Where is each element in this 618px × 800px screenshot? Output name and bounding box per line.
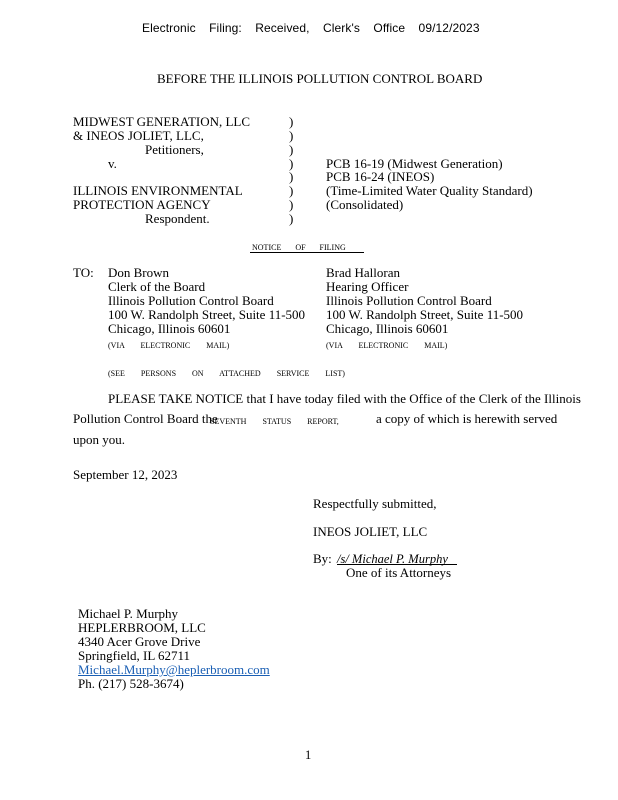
case-consolidated: (Consolidated) <box>326 197 404 212</box>
recipient-2-city: Chicago, Illinois 60601 <box>326 321 449 336</box>
recipient-1-title: Clerk of the Board <box>108 279 206 294</box>
caption-paren: ) <box>289 142 294 157</box>
recipient-1-via: (VIA ELECTRONIC MAIL) <box>108 341 230 350</box>
petitioner-name-1: MIDWEST GENERATION, LLC <box>73 114 251 129</box>
recipient-2-via: (VIA ELECTRONIC MAIL) <box>326 341 448 350</box>
recipient-2-name: Brad Halloran <box>326 265 401 280</box>
signer-role: One of its Attorneys <box>346 565 452 580</box>
caption-paren: ) <box>289 128 294 143</box>
caption-paren: ) <box>289 183 294 198</box>
recipient-1-org: Illinois Pollution Control Board <box>108 293 274 308</box>
recipient-2-org: Illinois Pollution Control Board <box>326 293 492 308</box>
notice-title: NOTICE OF FILING <box>252 243 346 252</box>
respondent-label: Respondent. <box>145 211 210 226</box>
notice-title-underline <box>250 252 364 253</box>
firm-city: Springfield, IL 62711 <box>78 648 191 663</box>
respondent-name-2: PROTECTION AGENCY <box>73 197 211 212</box>
recipient-1-city: Chicago, Illinois 60601 <box>108 321 231 336</box>
case-type: (Time-Limited Water Quality Standard) <box>326 183 533 198</box>
notice-body-line-2: Pollution Control Board the <box>73 411 218 426</box>
versus-label: v. <box>108 156 117 171</box>
notice-body-line-2-end: a copy of which is herewith served <box>376 411 558 426</box>
notice-body-line-1: PLEASE TAKE NOTICE that I have today filed with the Office of the Clerk of the Illinois <box>108 391 581 406</box>
filing-header: Electronic Filing: Received, Clerk's Office 09/12/2023 <box>142 21 480 35</box>
board-title: BEFORE THE ILLINOIS POLLUTION CONTROL BOARD <box>157 71 483 86</box>
recipient-2-title: Hearing Officer <box>326 279 409 294</box>
law-firm: HEPLERBROOM, LLC <box>78 620 206 635</box>
by-label: By: <box>313 551 332 566</box>
caption-paren: ) <box>289 114 294 129</box>
service-list-note: (SEE PERSONS ON ATTACHED SERVICE LIST) <box>108 369 345 378</box>
party-name: INEOS JOLIET, LLC <box>313 524 428 539</box>
respondent-name-1: ILLINOIS ENVIRONMENTAL <box>73 183 243 198</box>
case-number-1: PCB 16-19 (Midwest Generation) <box>326 156 503 171</box>
case-number-2: PCB 16-24 (INEOS) <box>326 169 435 184</box>
attorney-email-link[interactable]: Michael.Murphy@heplerbroom.com <box>78 662 270 677</box>
recipient-1-street: 100 W. Randolph Street, Suite 11-500 <box>108 307 306 322</box>
petitioners-label: Petitioners, <box>145 142 204 157</box>
recipient-1-name: Don Brown <box>108 265 170 280</box>
filing-date: September 12, 2023 <box>73 467 178 482</box>
caption-paren: ) <box>289 197 294 212</box>
caption-paren: ) <box>289 156 294 171</box>
attorney-phone: Ph. (217) 528-3674) <box>78 676 184 691</box>
notice-body-line-3: upon you. <box>73 432 125 447</box>
report-title: SEVENTH STATUS REPORT, <box>210 417 339 426</box>
attorney-name: Michael P. Murphy <box>78 606 179 621</box>
to-label: TO: <box>73 265 94 280</box>
electronic-signature: /s/ Michael P. Murphy <box>337 552 448 566</box>
firm-street: 4340 Acer Grove Drive <box>78 634 201 649</box>
caption-paren: ) <box>289 211 294 226</box>
caption-paren: ) <box>289 169 294 184</box>
recipient-2-street: 100 W. Randolph Street, Suite 11-500 <box>326 307 524 322</box>
petitioner-name-2: & INEOS JOLIET, LLC, <box>73 128 204 143</box>
closing: Respectfully submitted, <box>313 496 437 511</box>
page-number: 1 <box>305 748 312 762</box>
